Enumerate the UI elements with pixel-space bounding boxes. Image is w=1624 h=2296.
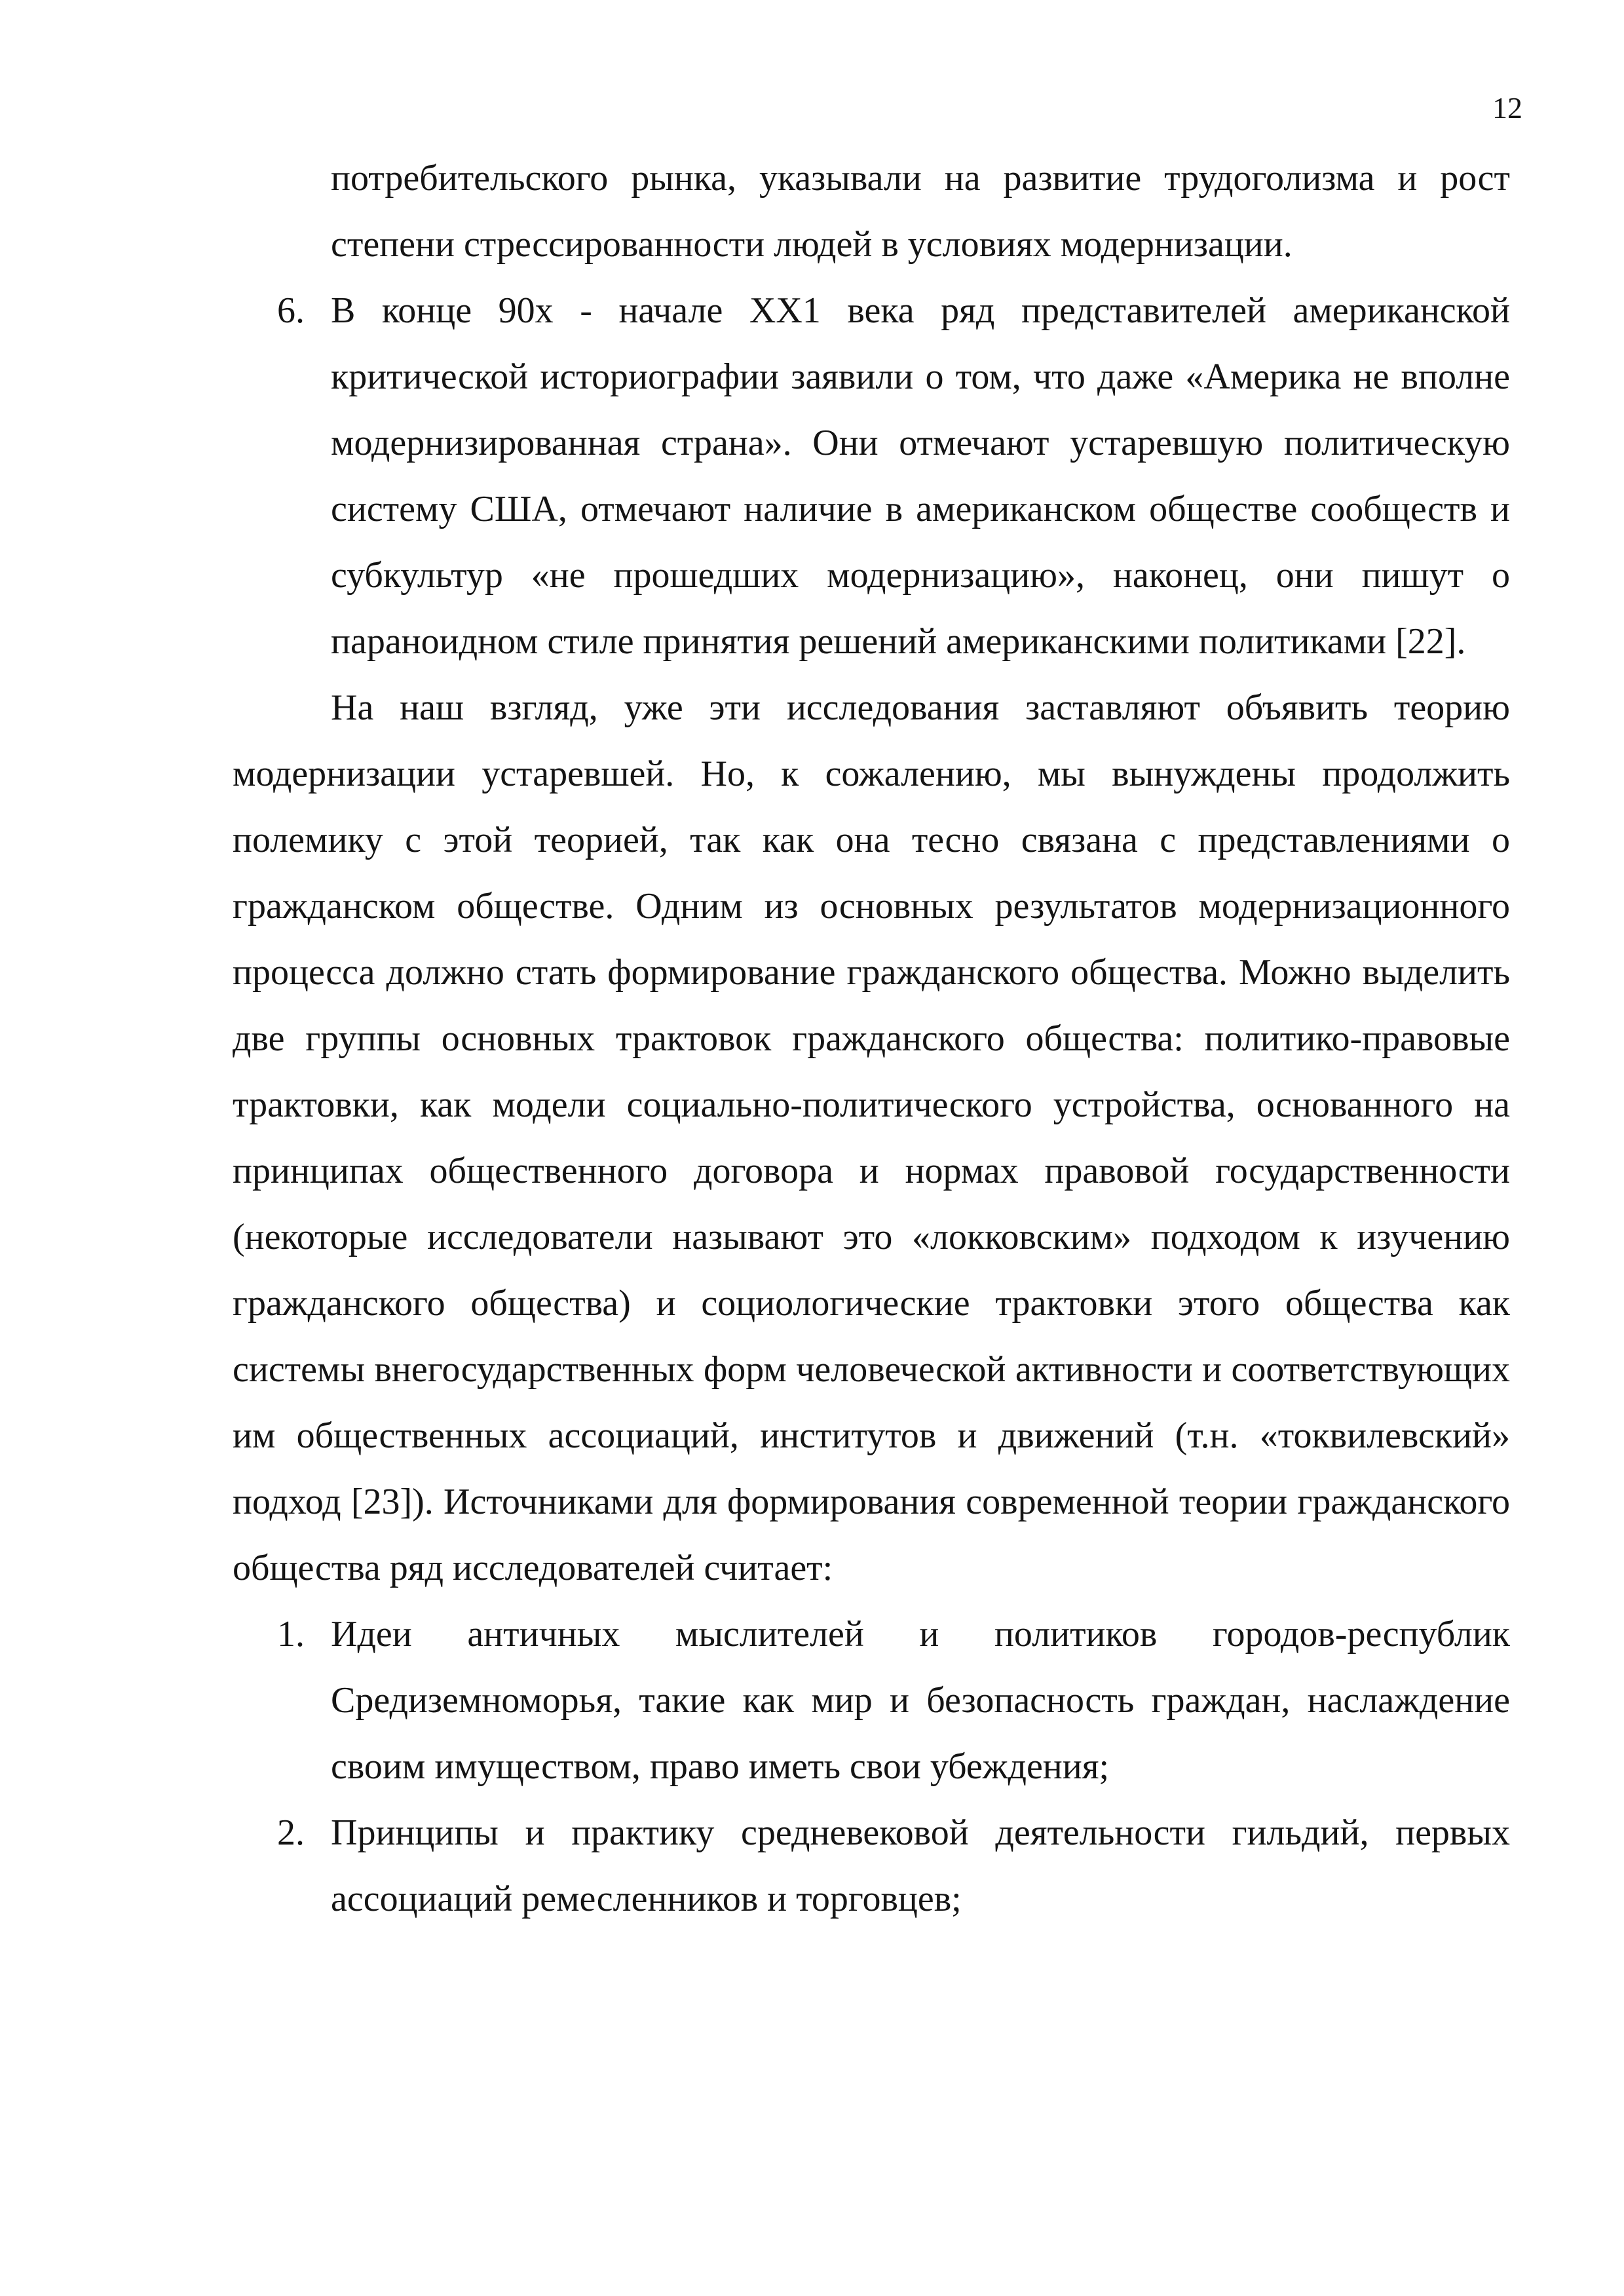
list-item-number: 6. [277,290,305,331]
list-item-1 [233,1601,1510,1800]
document-body [233,145,1510,1932]
list-item-2 [233,1800,1510,1932]
continued-list-item-text: потребительского рынка, указывали на развитие трудоголизма и рост степени стрессированности людей в условиях модернизации. [331,158,1510,265]
page-number: 12 [1492,91,1522,124]
list-item-text: В конце 90х - начале ХХ1 века ряд представителей американской критической историографии заявили о том, что даже «Америка не вполне модернизированная страна». Они отмечают устаревшую политическую систему США, отмечают наличие в американском обществе сообществ и субкультур «не прошедших модернизацию», наконец, они пишут о параноидном стиле принятия решений американскими политиками [22]. [331,290,1510,662]
body-paragraph: На наш взгляд, уже эти исследования заставляют объявить теорию модернизации устаревшей. Но, к сожалению, мы вынуждены продолжить полемику с этой теорией, так как она тесно связана с представлениями о гражданском обществе. Одним из основных результатов модернизационного процесса должно стать формирование гражданского общества. Можно выделить две группы основных трактовок гражданского общества: политико-правовые трактовки, как модели социально-политического устройства, основанного на принципах общественного договора и нормах правовой государственности (некоторые исследователи называют это «локковским» подходом к изучению гражданского общества) и социологические трактовки этого общества как системы внегосударственных форм человеческой активности и соответствующих им общественных ассоциаций, институтов и движений (т.н. «токвилевский» подход [23]). Источниками для формирования современной теории гражданского общества ряд исследователей считает: [233,687,1510,1588]
list-item-number: 1. [277,1614,305,1655]
list-item-text: Идеи античных мыслителей и политиков городов-республик Средиземноморья, такие как мир и безопасность граждан, наслаждение своим имуществом, право иметь свои убеждения; [331,1614,1510,1787]
list-item-6 [233,278,1510,675]
list-item-number: 2. [277,1812,305,1853]
list-item-text: Принципы и практику средневековой деятельности гильдий, первых ассоциаций ремесленников и торговцев; [331,1812,1510,1919]
